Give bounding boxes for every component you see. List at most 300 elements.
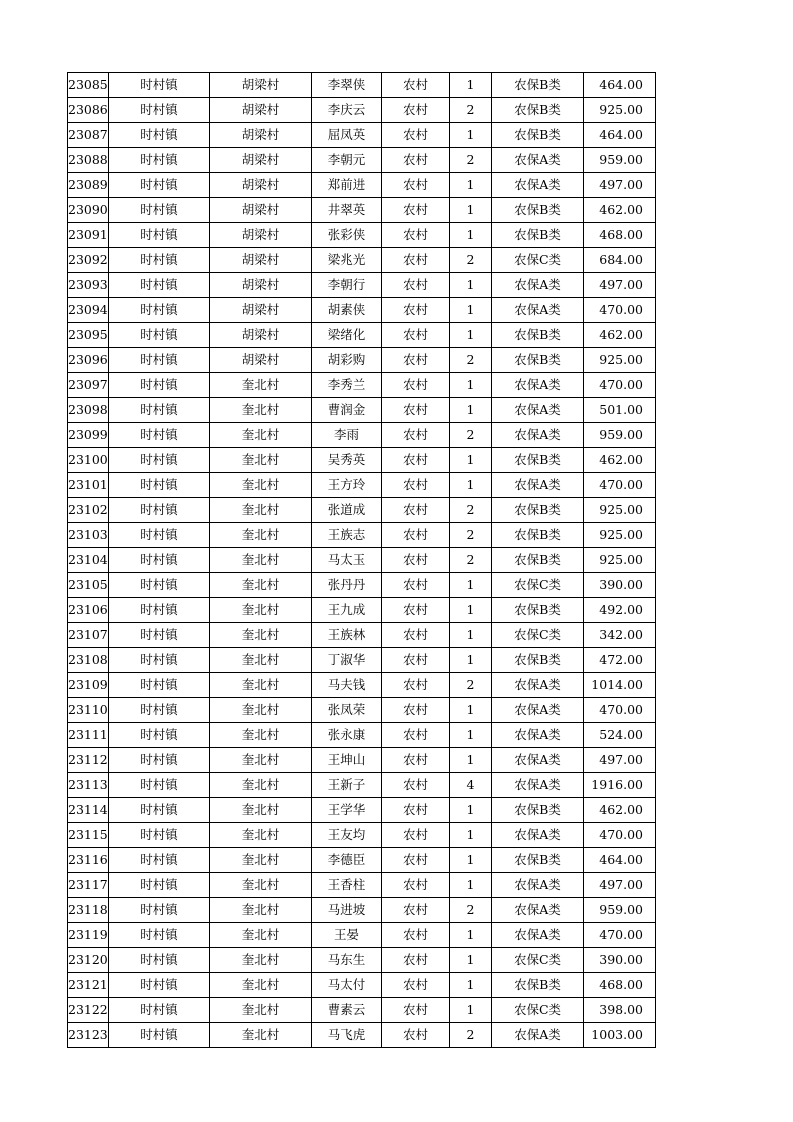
record-id-cell: 23091 <box>68 223 109 248</box>
village-cell: 奎北村 <box>210 398 312 423</box>
area-type-cell: 农村 <box>382 948 450 973</box>
record-id-cell: 23092 <box>68 248 109 273</box>
record-id-cell: 23089 <box>68 173 109 198</box>
town-cell: 时村镇 <box>109 373 210 398</box>
record-id-cell: 23099 <box>68 423 109 448</box>
town-cell: 时村镇 <box>109 473 210 498</box>
record-id-cell: 23123 <box>68 1023 109 1048</box>
amount-cell: 470.00 <box>584 298 656 323</box>
table-row <box>68 373 656 398</box>
category-cell: 农保B类 <box>492 798 584 823</box>
town-cell: 时村镇 <box>109 648 210 673</box>
name-cell: 王坤山 <box>312 748 382 773</box>
table-row <box>68 973 656 998</box>
household-size-cell: 1 <box>450 298 492 323</box>
household-size-cell: 1 <box>450 473 492 498</box>
village-cell: 胡梁村 <box>210 248 312 273</box>
table-row <box>68 573 656 598</box>
record-id-cell: 23115 <box>68 823 109 848</box>
record-id-cell: 23097 <box>68 373 109 398</box>
village-cell: 奎北村 <box>210 773 312 798</box>
category-cell: 农保B类 <box>492 973 584 998</box>
village-cell: 胡梁村 <box>210 198 312 223</box>
table-row <box>68 798 656 823</box>
table-row <box>68 548 656 573</box>
amount-cell: 497.00 <box>584 173 656 198</box>
area-type-cell: 农村 <box>382 848 450 873</box>
table-row <box>68 823 656 848</box>
village-cell: 奎北村 <box>210 373 312 398</box>
amount-cell: 925.00 <box>584 98 656 123</box>
name-cell: 李德臣 <box>312 848 382 873</box>
village-cell: 奎北村 <box>210 673 312 698</box>
name-cell: 李秀兰 <box>312 373 382 398</box>
amount-cell: 959.00 <box>584 148 656 173</box>
name-cell: 张凤荣 <box>312 698 382 723</box>
area-type-cell: 农村 <box>382 1023 450 1048</box>
area-type-cell: 农村 <box>382 398 450 423</box>
table-row <box>68 923 656 948</box>
record-id-cell: 23113 <box>68 773 109 798</box>
area-type-cell: 农村 <box>382 298 450 323</box>
area-type-cell: 农村 <box>382 723 450 748</box>
table-row <box>68 448 656 473</box>
category-cell: 农保B类 <box>492 348 584 373</box>
household-size-cell: 2 <box>450 248 492 273</box>
village-cell: 奎北村 <box>210 1023 312 1048</box>
town-cell: 时村镇 <box>109 198 210 223</box>
record-id-cell: 23096 <box>68 348 109 373</box>
table-row <box>68 398 656 423</box>
record-id-cell: 23119 <box>68 923 109 948</box>
village-cell: 胡梁村 <box>210 348 312 373</box>
record-id-cell: 23106 <box>68 598 109 623</box>
name-cell: 王香柱 <box>312 873 382 898</box>
area-type-cell: 农村 <box>382 998 450 1023</box>
name-cell: 丁淑华 <box>312 648 382 673</box>
household-size-cell: 1 <box>450 723 492 748</box>
table-row <box>68 998 656 1023</box>
household-size-cell: 1 <box>450 198 492 223</box>
area-type-cell: 农村 <box>382 798 450 823</box>
household-size-cell: 1 <box>450 823 492 848</box>
town-cell: 时村镇 <box>109 673 210 698</box>
amount-cell: 470.00 <box>584 823 656 848</box>
village-cell: 奎北村 <box>210 748 312 773</box>
category-cell: 农保A类 <box>492 923 584 948</box>
record-id-cell: 23085 <box>68 73 109 98</box>
category-cell: 农保A类 <box>492 473 584 498</box>
town-cell: 时村镇 <box>109 623 210 648</box>
village-cell: 胡梁村 <box>210 223 312 248</box>
table-row <box>68 898 656 923</box>
area-type-cell: 农村 <box>382 273 450 298</box>
record-id-cell: 23118 <box>68 898 109 923</box>
record-id-cell: 23108 <box>68 648 109 673</box>
table-row <box>68 848 656 873</box>
village-cell: 奎北村 <box>210 698 312 723</box>
area-type-cell: 农村 <box>382 573 450 598</box>
category-cell: 农保B类 <box>492 73 584 98</box>
area-type-cell: 农村 <box>382 648 450 673</box>
household-size-cell: 1 <box>450 448 492 473</box>
name-cell: 马飞虎 <box>312 1023 382 1048</box>
amount-cell: 462.00 <box>584 323 656 348</box>
village-cell: 奎北村 <box>210 573 312 598</box>
town-cell: 时村镇 <box>109 548 210 573</box>
name-cell: 马进坡 <box>312 898 382 923</box>
village-cell: 胡梁村 <box>210 173 312 198</box>
table-row <box>68 1023 656 1048</box>
amount-cell: 398.00 <box>584 998 656 1023</box>
town-cell: 时村镇 <box>109 823 210 848</box>
village-cell: 奎北村 <box>210 473 312 498</box>
table-row <box>68 348 656 373</box>
category-cell: 农保A类 <box>492 823 584 848</box>
category-cell: 农保A类 <box>492 398 584 423</box>
town-cell: 时村镇 <box>109 973 210 998</box>
category-cell: 农保B类 <box>492 523 584 548</box>
category-cell: 农保A类 <box>492 148 584 173</box>
name-cell: 吴秀英 <box>312 448 382 473</box>
area-type-cell: 农村 <box>382 148 450 173</box>
town-cell: 时村镇 <box>109 523 210 548</box>
amount-cell: 464.00 <box>584 123 656 148</box>
category-cell: 农保B类 <box>492 323 584 348</box>
name-cell: 李朝行 <box>312 273 382 298</box>
record-id-cell: 23110 <box>68 698 109 723</box>
record-id-cell: 23117 <box>68 873 109 898</box>
village-cell: 奎北村 <box>210 498 312 523</box>
household-size-cell: 2 <box>450 98 492 123</box>
town-cell: 时村镇 <box>109 698 210 723</box>
category-cell: 农保C类 <box>492 948 584 973</box>
amount-cell: 462.00 <box>584 198 656 223</box>
household-size-cell: 1 <box>450 973 492 998</box>
name-cell: 李翠侠 <box>312 73 382 98</box>
household-size-cell: 1 <box>450 123 492 148</box>
town-cell: 时村镇 <box>109 573 210 598</box>
amount-cell: 472.00 <box>584 648 656 673</box>
area-type-cell: 农村 <box>382 223 450 248</box>
village-cell: 奎北村 <box>210 973 312 998</box>
record-id-cell: 23111 <box>68 723 109 748</box>
household-size-cell: 1 <box>450 798 492 823</box>
area-type-cell: 农村 <box>382 923 450 948</box>
village-cell: 胡梁村 <box>210 273 312 298</box>
village-cell: 胡梁村 <box>210 73 312 98</box>
village-cell: 胡梁村 <box>210 123 312 148</box>
record-id-cell: 23122 <box>68 998 109 1023</box>
area-type-cell: 农村 <box>382 773 450 798</box>
town-cell: 时村镇 <box>109 848 210 873</box>
name-cell: 王学华 <box>312 798 382 823</box>
town-cell: 时村镇 <box>109 273 210 298</box>
area-type-cell: 农村 <box>382 373 450 398</box>
name-cell: 屈凤英 <box>312 123 382 148</box>
category-cell: 农保A类 <box>492 298 584 323</box>
area-type-cell: 农村 <box>382 248 450 273</box>
amount-cell: 470.00 <box>584 698 656 723</box>
record-id-cell: 23116 <box>68 848 109 873</box>
table-row <box>68 648 656 673</box>
amount-cell: 1003.00 <box>584 1023 656 1048</box>
amount-cell: 959.00 <box>584 423 656 448</box>
town-cell: 时村镇 <box>109 223 210 248</box>
household-size-cell: 1 <box>450 273 492 298</box>
village-cell: 奎北村 <box>210 598 312 623</box>
record-id-cell: 23121 <box>68 973 109 998</box>
amount-cell: 464.00 <box>584 73 656 98</box>
category-cell: 农保A类 <box>492 698 584 723</box>
category-cell: 农保B类 <box>492 448 584 473</box>
village-cell: 奎北村 <box>210 948 312 973</box>
household-size-cell: 4 <box>450 773 492 798</box>
table-row <box>68 273 656 298</box>
area-type-cell: 农村 <box>382 823 450 848</box>
household-size-cell: 2 <box>450 348 492 373</box>
household-size-cell: 2 <box>450 498 492 523</box>
name-cell: 李朝元 <box>312 148 382 173</box>
town-cell: 时村镇 <box>109 948 210 973</box>
household-size-cell: 1 <box>450 698 492 723</box>
record-id-cell: 23100 <box>68 448 109 473</box>
category-cell: 农保B类 <box>492 98 584 123</box>
area-type-cell: 农村 <box>382 973 450 998</box>
area-type-cell: 农村 <box>382 173 450 198</box>
town-cell: 时村镇 <box>109 898 210 923</box>
area-type-cell: 农村 <box>382 748 450 773</box>
town-cell: 时村镇 <box>109 348 210 373</box>
village-cell: 奎北村 <box>210 823 312 848</box>
table-row <box>68 148 656 173</box>
name-cell: 马东生 <box>312 948 382 973</box>
table-row <box>68 173 656 198</box>
town-cell: 时村镇 <box>109 98 210 123</box>
village-cell: 奎北村 <box>210 723 312 748</box>
category-cell: 农保A类 <box>492 673 584 698</box>
area-type-cell: 农村 <box>382 73 450 98</box>
record-id-cell: 23120 <box>68 948 109 973</box>
record-id-cell: 23087 <box>68 123 109 148</box>
household-size-cell: 1 <box>450 223 492 248</box>
household-size-cell: 1 <box>450 73 492 98</box>
category-cell: 农保B类 <box>492 548 584 573</box>
table-row <box>68 873 656 898</box>
village-cell: 奎北村 <box>210 798 312 823</box>
table-row <box>68 223 656 248</box>
name-cell: 王晏 <box>312 923 382 948</box>
amount-cell: 925.00 <box>584 498 656 523</box>
amount-cell: 684.00 <box>584 248 656 273</box>
town-cell: 时村镇 <box>109 398 210 423</box>
amount-cell: 925.00 <box>584 548 656 573</box>
table-row <box>68 123 656 148</box>
table-row <box>68 198 656 223</box>
amount-cell: 342.00 <box>584 623 656 648</box>
record-id-cell: 23105 <box>68 573 109 598</box>
household-size-cell: 1 <box>450 998 492 1023</box>
area-type-cell: 农村 <box>382 323 450 348</box>
village-cell: 奎北村 <box>210 623 312 648</box>
record-id-cell: 23109 <box>68 673 109 698</box>
amount-cell: 390.00 <box>584 573 656 598</box>
village-cell: 奎北村 <box>210 448 312 473</box>
amount-cell: 390.00 <box>584 948 656 973</box>
village-cell: 奎北村 <box>210 423 312 448</box>
name-cell: 马太付 <box>312 973 382 998</box>
amount-cell: 497.00 <box>584 273 656 298</box>
town-cell: 时村镇 <box>109 123 210 148</box>
household-size-cell: 1 <box>450 573 492 598</box>
area-type-cell: 农村 <box>382 498 450 523</box>
amount-cell: 470.00 <box>584 923 656 948</box>
amount-cell: 497.00 <box>584 748 656 773</box>
record-id-cell: 23101 <box>68 473 109 498</box>
name-cell: 梁兆光 <box>312 248 382 273</box>
household-size-cell: 1 <box>450 948 492 973</box>
village-cell: 奎北村 <box>210 923 312 948</box>
household-size-cell: 2 <box>450 898 492 923</box>
category-cell: 农保B类 <box>492 848 584 873</box>
name-cell: 王新子 <box>312 773 382 798</box>
village-cell: 奎北村 <box>210 998 312 1023</box>
household-size-cell: 1 <box>450 398 492 423</box>
category-cell: 农保A类 <box>492 173 584 198</box>
amount-cell: 959.00 <box>584 898 656 923</box>
household-size-cell: 2 <box>450 423 492 448</box>
category-cell: 农保B类 <box>492 498 584 523</box>
town-cell: 时村镇 <box>109 73 210 98</box>
table-row <box>68 948 656 973</box>
name-cell: 马夫钱 <box>312 673 382 698</box>
amount-cell: 492.00 <box>584 598 656 623</box>
town-cell: 时村镇 <box>109 498 210 523</box>
household-size-cell: 1 <box>450 323 492 348</box>
town-cell: 时村镇 <box>109 748 210 773</box>
name-cell: 张永康 <box>312 723 382 748</box>
record-id-cell: 23104 <box>68 548 109 573</box>
area-type-cell: 农村 <box>382 523 450 548</box>
town-cell: 时村镇 <box>109 923 210 948</box>
category-cell: 农保A类 <box>492 898 584 923</box>
town-cell: 时村镇 <box>109 248 210 273</box>
record-id-cell: 23095 <box>68 323 109 348</box>
name-cell: 张彩侠 <box>312 223 382 248</box>
table-row <box>68 698 656 723</box>
village-cell: 胡梁村 <box>210 298 312 323</box>
amount-cell: 468.00 <box>584 973 656 998</box>
amount-cell: 462.00 <box>584 448 656 473</box>
record-id-cell: 23090 <box>68 198 109 223</box>
table-row <box>68 73 656 98</box>
name-cell: 李雨 <box>312 423 382 448</box>
amount-cell: 464.00 <box>584 848 656 873</box>
amount-cell: 468.00 <box>584 223 656 248</box>
data-table <box>67 72 656 1048</box>
amount-cell: 497.00 <box>584 873 656 898</box>
village-cell: 奎北村 <box>210 648 312 673</box>
name-cell: 王方玲 <box>312 473 382 498</box>
area-type-cell: 农村 <box>382 698 450 723</box>
category-cell: 农保A类 <box>492 373 584 398</box>
category-cell: 农保B类 <box>492 223 584 248</box>
household-size-cell: 2 <box>450 548 492 573</box>
household-size-cell: 1 <box>450 848 492 873</box>
area-type-cell: 农村 <box>382 673 450 698</box>
village-cell: 奎北村 <box>210 548 312 573</box>
area-type-cell: 农村 <box>382 198 450 223</box>
town-cell: 时村镇 <box>109 298 210 323</box>
town-cell: 时村镇 <box>109 323 210 348</box>
household-size-cell: 1 <box>450 923 492 948</box>
town-cell: 时村镇 <box>109 448 210 473</box>
name-cell: 郑前进 <box>312 173 382 198</box>
area-type-cell: 农村 <box>382 623 450 648</box>
table-row <box>68 323 656 348</box>
household-size-cell: 2 <box>450 523 492 548</box>
household-size-cell: 1 <box>450 373 492 398</box>
record-id-cell: 23098 <box>68 398 109 423</box>
table-row <box>68 98 656 123</box>
record-id-cell: 23093 <box>68 273 109 298</box>
table-row <box>68 748 656 773</box>
household-size-cell: 1 <box>450 173 492 198</box>
name-cell: 王九成 <box>312 598 382 623</box>
name-cell: 曹润金 <box>312 398 382 423</box>
household-size-cell: 1 <box>450 598 492 623</box>
name-cell: 王族志 <box>312 523 382 548</box>
category-cell: 农保C类 <box>492 623 584 648</box>
record-id-cell: 23088 <box>68 148 109 173</box>
category-cell: 农保A类 <box>492 773 584 798</box>
area-type-cell: 农村 <box>382 598 450 623</box>
category-cell: 农保A类 <box>492 1023 584 1048</box>
amount-cell: 925.00 <box>584 523 656 548</box>
town-cell: 时村镇 <box>109 173 210 198</box>
household-size-cell: 2 <box>450 673 492 698</box>
household-size-cell: 2 <box>450 1023 492 1048</box>
area-type-cell: 农村 <box>382 448 450 473</box>
table-row <box>68 248 656 273</box>
table-row <box>68 523 656 548</box>
name-cell: 马太玉 <box>312 548 382 573</box>
record-id-cell: 23112 <box>68 748 109 773</box>
name-cell: 胡彩购 <box>312 348 382 373</box>
table-row <box>68 623 656 648</box>
village-cell: 奎北村 <box>210 523 312 548</box>
name-cell: 井翠英 <box>312 198 382 223</box>
village-cell: 胡梁村 <box>210 323 312 348</box>
area-type-cell: 农村 <box>382 98 450 123</box>
town-cell: 时村镇 <box>109 423 210 448</box>
category-cell: 农保C类 <box>492 998 584 1023</box>
area-type-cell: 农村 <box>382 348 450 373</box>
table-row <box>68 673 656 698</box>
table-row <box>68 473 656 498</box>
area-type-cell: 农村 <box>382 473 450 498</box>
record-id-cell: 23114 <box>68 798 109 823</box>
category-cell: 农保A类 <box>492 723 584 748</box>
category-cell: 农保B类 <box>492 598 584 623</box>
table-row <box>68 723 656 748</box>
amount-cell: 462.00 <box>584 798 656 823</box>
category-cell: 农保B类 <box>492 648 584 673</box>
town-cell: 时村镇 <box>109 773 210 798</box>
household-size-cell: 1 <box>450 623 492 648</box>
category-cell: 农保A类 <box>492 423 584 448</box>
category-cell: 农保A类 <box>492 873 584 898</box>
